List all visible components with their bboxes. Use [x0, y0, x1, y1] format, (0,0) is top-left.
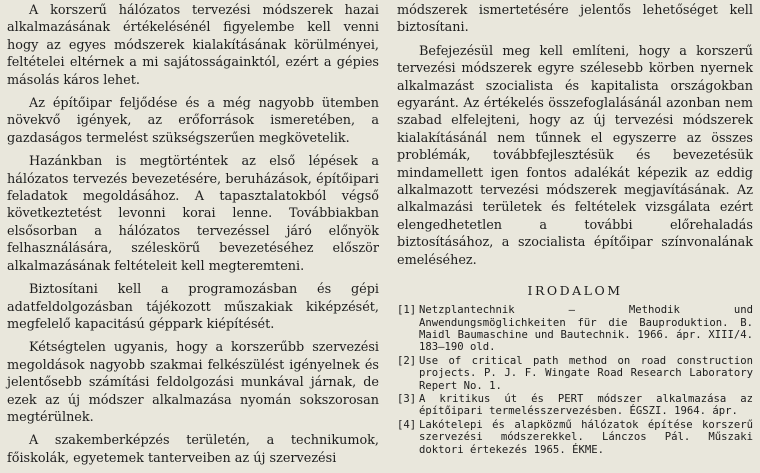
- paragraph-continuation: módszerek ismertetésére jelentős lehetőséget kell biztosítani.: [397, 3, 753, 36]
- right-column: [397, 2, 753, 457]
- paragraph: Befejezésül meg kell említeni, hogy a korszerű tervezési módszerek egyre szélesebb körben nyernek alkalmazást szocialista és kapitalista országokban egyaránt. Az értékelés összefoglalásánál azonban nem szabad elfelejteni, hogy az új tervezési módszerek kialakításánál nem tűnnek el egyszerre az összes problémák, továbbfejlesztésük és bevezetésük mindamellett igen fontos adalékát képezik az eddig alkalmazott tervezési módszerek megjavításának. Az alkalmazási területek és feltételek vizsgálata ezért elengedhetetlen a további előrehaladás biztosításához, a szocialista építőipar színvonalának emeléséhez.: [397, 43, 753, 268]
- reference-text: Lakótelepi és alapközmű hálózatok építése korszerű szervezési módszerekkel. Lánczos Pál. Műszaki doktori értekezés 1965. ÉKME.: [419, 418, 753, 456]
- references-heading: IRODALOM: [527, 283, 623, 299]
- reference-item: [397, 355, 753, 392]
- reference-item: [397, 393, 753, 418]
- reference-number: [1]: [397, 304, 417, 317]
- paragraph: Hazánkban is megtörténtek az első lépések a hálózatos tervezés bevezetésére, beruházások, építőipari feladatok megoldásához. A tapasztalatokból végső következtetést levonni korai lenne. Továbbiakban elsősorban a hálózatos tervezéssel járó előnyök felhasználására, széleskörű bevezetéséhez először alkalmazásának feltételeit kell megteremteni.: [7, 154, 379, 274]
- reference-text: Use of critical path method on road construction projects. P. J. F. Wingate Road Research Laboratory Repert No. 1.: [419, 354, 753, 392]
- reference-number: [3]: [397, 392, 417, 405]
- reference-number: [2]: [397, 354, 417, 367]
- paragraph: A szakemberképzés területén, a technikumok, főiskolák, egyetemek tanterveiben az új szervezési: [7, 433, 379, 466]
- reference-text: Netzplantechnik — Methodik und Anwendungsmöglichkeiten für die Bauproduktion. B. Maidl Baumaschine und Bautechnik. 1966. ápr. XIII/4. 183—190 old.: [419, 304, 753, 354]
- reference-item: [397, 304, 753, 354]
- paragraph: Biztosítani kell a programozásban és gépi adatfeldolgozásban tájékozott műszakiak kiképzését, megfelelő kapacitású géppark kiépítését.: [7, 282, 379, 332]
- paragraph: A korszerű hálózatos tervezési módszerek hazai alkalmazásának értékelésénél figyelembe kell venni hogy az egyes módszerek kialakításának körülményei, feltételei eltérnek a mi sajátosságainktól, ezért a gépies másolás káros lehet.: [7, 3, 379, 88]
- reference-text: A kritikus út és PERT módszer alkalmazása az építőipari termelésszervezésben. ÉGSZI. 1964. ápr.: [419, 392, 753, 418]
- reference-item: [397, 419, 753, 456]
- references-list: [397, 304, 753, 456]
- reference-number: [4]: [397, 418, 417, 431]
- left-column: [7, 2, 379, 473]
- paragraph: Kétségtelen ugyanis, hogy a korszerűbb szervezési megoldások nagyobb szakmai felkészülést igényelnek és jelentősebb számítási feldolgozási munkával járnak, de ezek az új módszer alkalmazása nyomán sokszorosan megtérülnek.: [7, 340, 379, 425]
- paragraph: Az építőipar feljődése és a még nagyobb ütemben növekvő igények, az erőforrások ismeretében, a gazdaságos termelést szükségszerűen megkövetelik.: [7, 96, 379, 146]
